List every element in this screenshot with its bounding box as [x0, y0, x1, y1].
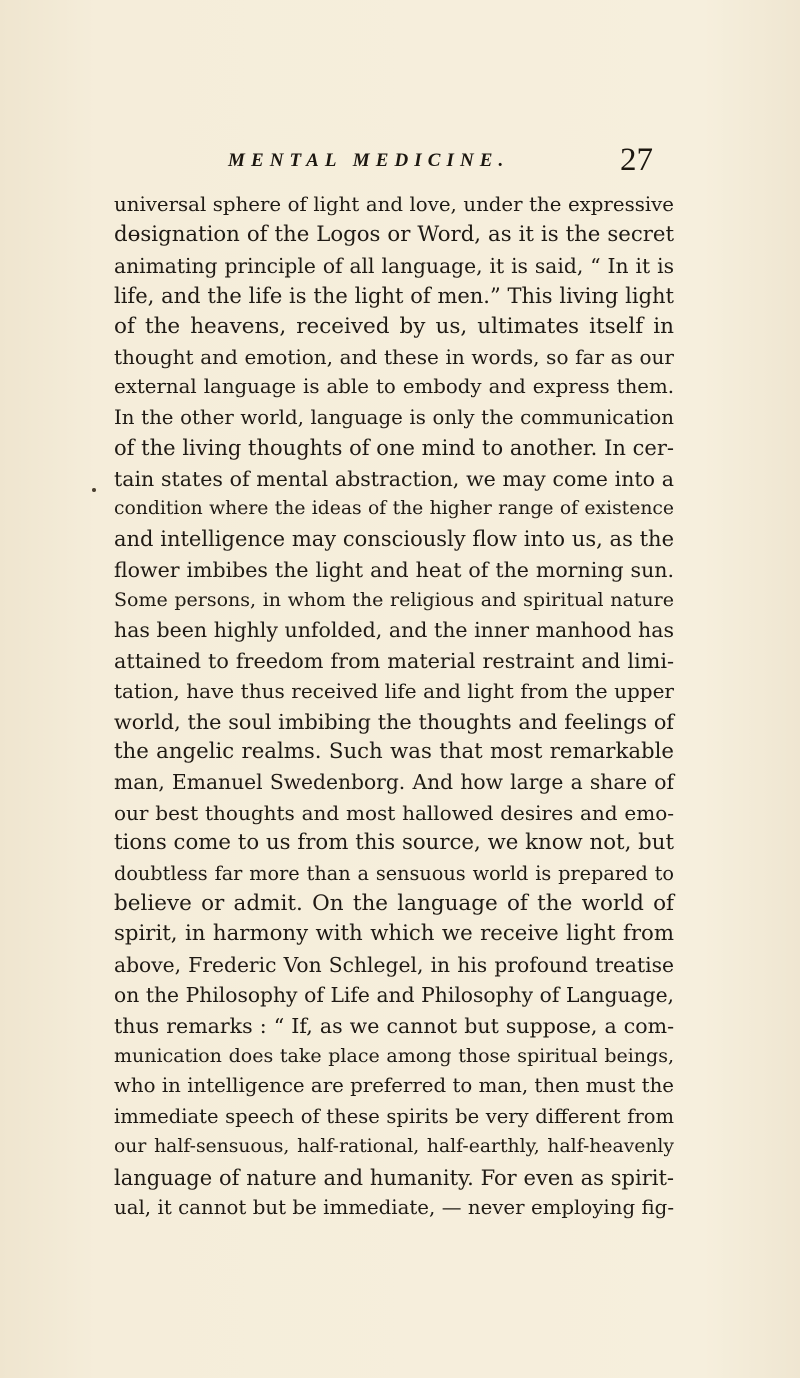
text-line: above, Frederic Von Schlegel, in his profound treatise — [114, 952, 674, 977]
text-line: man, Emanuel Swedenborg. And how large a share of — [114, 770, 674, 795]
text-line: flower imbibes the light and heat of the morning sun. — [114, 557, 674, 582]
text-line: world, the soul imbibing the thoughts and feelings of — [114, 709, 674, 734]
text-line: our half-sensuous, half-rational, half-earthly, half-heavenly — [114, 1136, 674, 1158]
page-number: 27 — [620, 142, 653, 178]
text-line: tain states of mental abstraction, we may come into a — [114, 466, 674, 491]
text-line: and intelligence may consciously flow into us, as the — [114, 527, 674, 552]
margin-speck — [92, 488, 96, 492]
text-line: thus remarks : “ If, as we cannot but suppose, a com- — [114, 1013, 674, 1038]
text-line: has been highly unfolded, and the inner manhood has — [114, 618, 674, 643]
text-line: doubtless far more than a sensuous world is prepared to — [114, 861, 674, 885]
text-line: external language is able to embody and express them. — [114, 375, 674, 399]
text-line: Some persons, in whom the religious and spiritual nature — [114, 589, 674, 612]
text-line: the angelic realms. Such was that most remarkable — [114, 739, 674, 765]
text-line: on the Philosophy of Life and Philosophy of Language, — [114, 983, 674, 1008]
text-line: immediate speech of these spirits be very different from — [114, 1104, 674, 1128]
text-line: spirit, in harmony with which we receive light from — [114, 921, 674, 947]
text-line: munication does take place among those spiritual beings, — [114, 1044, 674, 1067]
text-line: who in intelligence are preferred to man, then must the — [114, 1074, 674, 1098]
text-line: tions come to us from this source, we know not, but — [114, 830, 674, 856]
text-line: our best thoughts and most hallowed desires and emo- — [114, 800, 674, 825]
text-line: language of nature and humanity. For even as spirit- — [114, 1165, 674, 1190]
page-header — [228, 142, 653, 186]
text-line: In the other world, language is only the communication — [114, 405, 674, 429]
text-line: universal sphere of light and love, under the expressive — [114, 193, 674, 216]
body-paragraph — [114, 190, 674, 1223]
text-line: animating principle of all language, it is said, “ In it is — [114, 253, 674, 278]
text-line: condition where the ideas of the higher range of existence — [114, 497, 674, 519]
text-line: ual, it cannot but be immediate, — never employing fig- — [114, 1195, 674, 1219]
text-line: of the heavens, received by us, ultimates itself in — [114, 313, 674, 339]
text-line: life, and the life is the light of men.” This living light — [114, 284, 674, 309]
text-line: believe or admit. On the language of the world of — [114, 890, 674, 916]
running-title: MENTAL MEDICINE. — [228, 150, 510, 171]
text-line: thought and emotion, and these in words, so far as our — [114, 344, 674, 369]
text-line: attained to freedom from material restraint and limi- — [114, 648, 674, 673]
text-line: of the living thoughts of one mind to another. In cer- — [114, 436, 674, 461]
text-line: dɵsignation of the Logos or Word, as it is the secret — [114, 222, 674, 248]
text-line: tation, have thus received life and light from the upper — [114, 679, 674, 704]
